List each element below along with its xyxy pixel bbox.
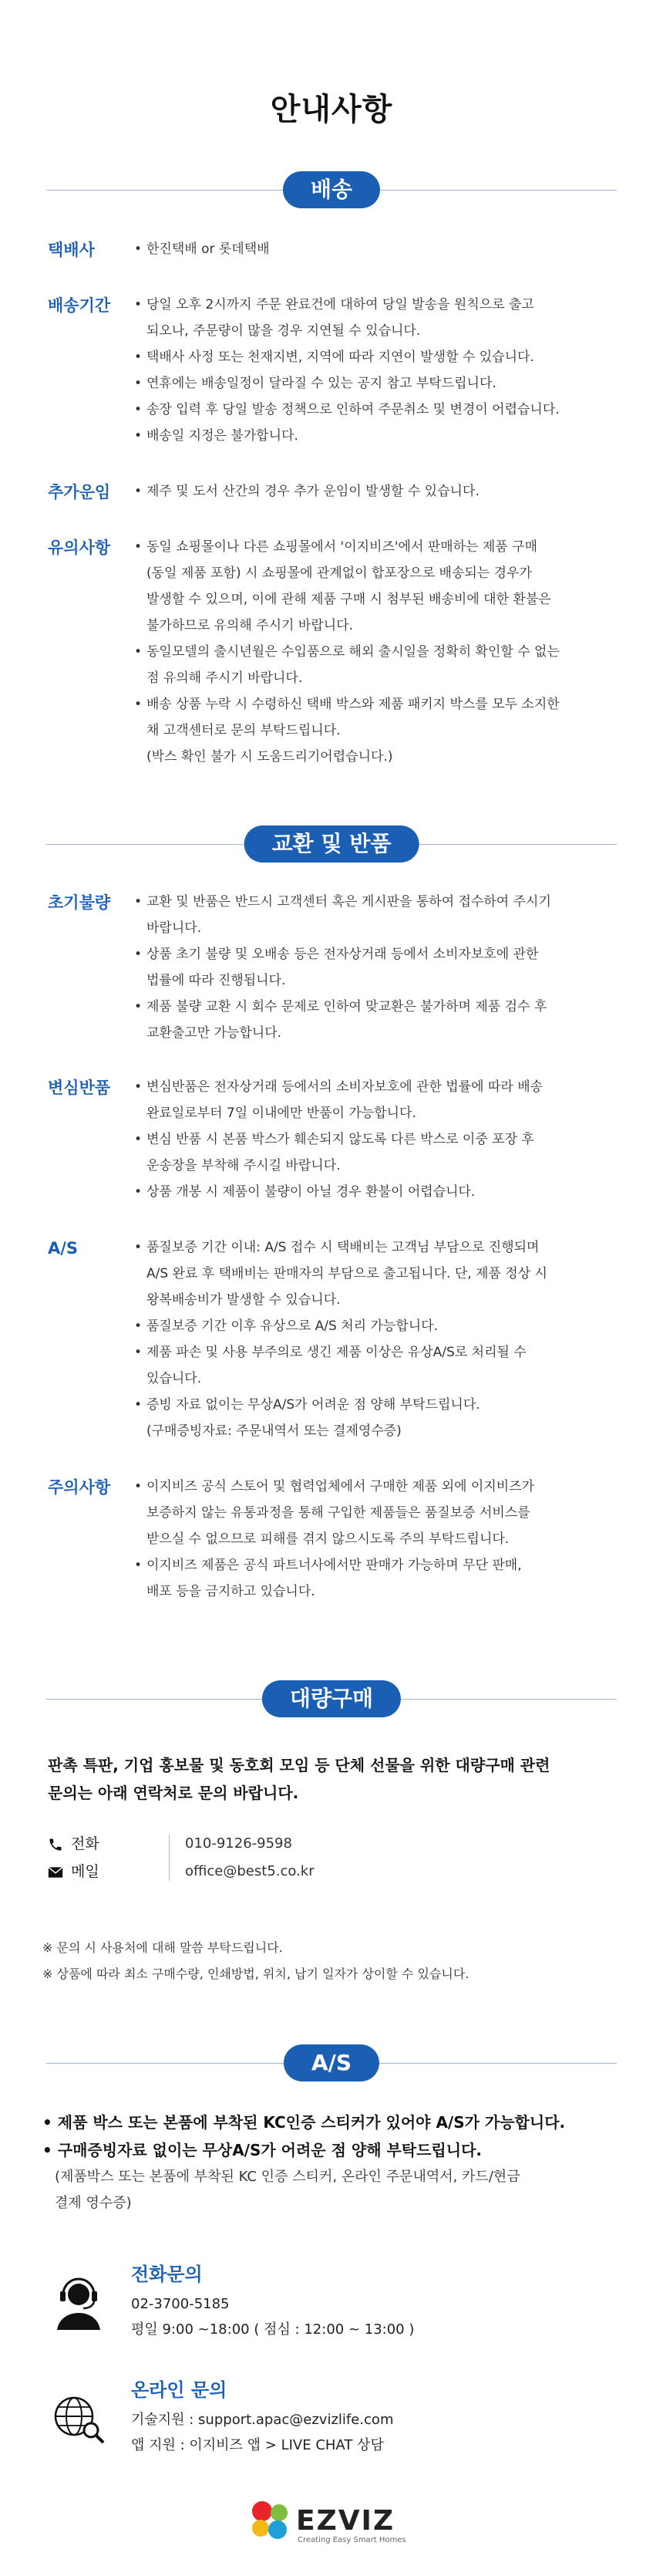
mail-icon (48, 1866, 63, 1879)
phone-icon (48, 1837, 63, 1852)
online-inquiry-title: 온라인 문의 (131, 2379, 227, 2401)
list-item: • 송장 입력 후 당일 발송 정책으로 인하여 주문취소 및 변경이 어렵습니다. (134, 397, 663, 423)
list-item: 있습니다. (146, 1371, 202, 1386)
list-item: 교환출고만 가능합니다. (146, 1025, 282, 1041)
bulk-notes (42, 1935, 628, 1987)
online-inquiry-app: 앱 지원 : 이지비즈 앱 > LIVE CHAT 상담 (131, 2437, 384, 2453)
list-item: 배포 등을 금지하고 있습니다. (146, 1584, 315, 1599)
as-sub-line: (제품박스 또는 본품에 부착된 KC 인증 스티커, 온라인 주문내역서, 카드/현금 (55, 2169, 520, 2185)
ezviz-logo-icon (245, 2496, 430, 2550)
page-title: 안내사항 (270, 92, 393, 127)
as-sub-line: 결제 영수증) (55, 2195, 132, 2211)
row-label: 주의사항 (48, 1478, 111, 1497)
online-inquiry-email[interactable]: 기술지원 : support.apac@ezvizlife.com (131, 2412, 394, 2428)
list-item: 받으실 수 없으므로 피해를 겪지 않으시도록 주의 부탁드립니다. (146, 1531, 510, 1547)
list-item: • 증빙 자료 없이는 무상A/S가 어려운 점 양해 부탁드립니다. (134, 1392, 663, 1418)
as-point: • 제품 박스 또는 본품에 부착된 KC인증 스티커가 있어야 A/S가 가능합니다. (42, 2113, 566, 2132)
mail-label-wrap (48, 1858, 99, 1886)
section-header-bulk (46, 1680, 617, 1717)
bulk-intro (48, 1751, 618, 1807)
phone-number[interactable]: 010-9126-9598 (185, 1835, 292, 1852)
list-item: 점 유의해 주시기 바랍니다. (146, 670, 303, 686)
web-search-icon (46, 2385, 111, 2450)
list-item: • 이지비즈 제품은 공식 파트너사에서만 판매가 가능하며 무단 판매, (134, 1552, 663, 1578)
svg-text:EZVIZ: EZVIZ (296, 2505, 395, 2537)
exchange-header: 교환 및 반품 (244, 825, 419, 863)
list-item: • 상품 초기 불량 및 오배송 등은 전자상거래 등에서 소비자보호에 관한 (134, 941, 663, 967)
list-item: A/S 완료 후 택배비는 판매자의 부담으로 출고됩니다. 단, 제품 정상 시 (146, 1266, 547, 1281)
list-item: • 배송일 지정은 불가합니다. (134, 423, 663, 449)
mail-address[interactable]: office@best5.co.kr (185, 1863, 315, 1879)
list-item: • 제주 및 도서 산간의 경우 추가 운임이 발생할 수 있습니다. (134, 478, 663, 505)
list-item: • 연휴에는 배송일정이 달라질 수 있는 공지 참고 부탁드립니다. (134, 370, 663, 397)
section-header-as (46, 2044, 617, 2081)
section-header-shipping (46, 171, 617, 208)
list-item: • 배송 상품 누락 시 수령하신 택배 박스와 제품 패키지 박스를 모두 소지한 (134, 691, 663, 717)
list-item: • 변심 반품 시 본품 박스가 훼손되지 않도록 다른 박스로 이중 포장 후 (134, 1126, 663, 1153)
phone-inquiry (46, 2260, 586, 2345)
list-item: • 상품 개봉 시 제품이 불량이 아닐 경우 환불이 어렵습니다. (134, 1179, 663, 1205)
phone-label: 전화 (71, 1835, 99, 1852)
list-item: • 이지비즈 공식 스토어 및 협력업체에서 구매한 제품 외에 이지비즈가 (134, 1474, 663, 1500)
ezviz-logo (245, 2496, 430, 2550)
list-item: (박스 확인 불가 시 도움드리기어렵습니다.) (146, 749, 393, 765)
list-item: 완료일로부터 7일 이내에만 반품이 가능합니다. (146, 1106, 416, 1121)
row-label: 유의사항 (48, 538, 111, 557)
bulk-intro-line: 문의는 아래 연락처로 문의 바랍니다. (48, 1784, 299, 1802)
as-header: A/S (284, 2044, 379, 2081)
mail-label: 메일 (71, 1863, 99, 1880)
list-item: • 변심반품은 전자상거래 등에서의 소비자보호에 관한 법률에 따라 배송 (134, 1074, 663, 1100)
list-item: 되오나, 주문량이 많을 경우 지연될 수 있습니다. (146, 323, 421, 339)
row-label: 변심반품 (48, 1079, 111, 1097)
list-item: • 동일 쇼핑몰이나 다른 쇼핑몰에서 '이지비즈'에서 판매하는 제품 구매 (134, 534, 663, 560)
bulk-contact (48, 1830, 433, 1886)
list-item: • 교환 및 반품은 반드시 고객센터 혹은 게시판을 통하여 접수하여 주시기 (134, 889, 663, 915)
list-item: • 품질보증 기간 이후 유상으로 A/S 처리 가능합니다. (134, 1313, 663, 1339)
shipping-header: 배송 (283, 171, 380, 208)
list-item: • 제품 파손 및 사용 부주의로 생긴 제품 이상은 유상A/S로 처리될 수 (134, 1339, 663, 1366)
row-label: 초기불량 (48, 893, 111, 912)
phone-inquiry-number[interactable]: 02-3700-5185 (131, 2296, 230, 2312)
bulk-header: 대량구매 (262, 1680, 401, 1717)
note-line: ※ 상품에 따라 최소 구매수량, 인쇄방법, 위치, 납기 일자가 상이할 수 있습니다. (42, 1967, 469, 1981)
phone-inquiry-title: 전화문의 (131, 2264, 203, 2285)
bulk-intro-line: 판촉 특판, 기업 홍보물 및 동호회 모임 등 단체 선물을 위한 대량구매 관련 (48, 1756, 550, 1774)
row-label: 택배사 (48, 241, 95, 259)
row-label: 추가운임 (48, 483, 111, 501)
list-item: 채 고객센터로 문의 부탁드립니다. (146, 723, 341, 738)
list-item: 바랍니다. (146, 920, 202, 936)
as-points (42, 2108, 644, 2216)
list-item: (동일 제품 포함) 시 쇼핑몰에 관계없이 합포장으로 배송되는 경우가 (146, 566, 532, 581)
list-item: 법률에 따라 진행됩니다. (146, 973, 286, 988)
list-item: • 품질보증 기간 이내: A/S 접수 시 택배비는 고객님 부담으로 진행되며 (134, 1234, 663, 1261)
list-item: • 당일 오후 2시까지 주문 완료건에 대하여 당일 발송을 원칙으로 출고 (134, 292, 663, 318)
online-inquiry (46, 2376, 586, 2461)
section-header-exchange (46, 825, 617, 863)
phone-label-wrap (48, 1830, 99, 1858)
note-line: ※ 문의 시 사용처에 대해 말씀 부탁드립니다. (42, 1940, 283, 1955)
list-item: • 제품 불량 교환 시 회수 문제로 인하여 맞교환은 불가하며 제품 검수 후 (134, 994, 663, 1020)
svg-text:Creating Easy Smart Homes: Creating Easy Smart Homes (298, 2536, 406, 2544)
list-item: • 택배사 사정 또는 천재지변, 지역에 따라 지연이 발생할 수 있습니다. (134, 344, 663, 370)
row-label: A/S (48, 1239, 79, 1258)
list-item: 불가하므로 유의해 주시기 바랍니다. (146, 618, 353, 633)
list-item: 발생할 수 있으며, 이에 관해 제품 구매 시 첨부된 배송비에 대한 환불은 (146, 592, 551, 607)
headset-agent-icon (46, 2270, 111, 2335)
list-item: (구매증빙자료: 주문내역서 또는 결제영수증) (146, 1423, 402, 1439)
list-item: 운송장을 부착해 주시길 바랍니다. (146, 1158, 341, 1173)
row-label: 배송기간 (48, 296, 111, 315)
list-item: 보증하지 않는 유통과정을 통해 구입한 제품들은 품질보증 서비스를 (146, 1505, 530, 1521)
as-point: • 구매증빙자료 없이는 무상A/S가 어려운 점 양해 부탁드립니다. (42, 2141, 482, 2159)
phone-inquiry-hours: 평일 9:00 ~18:00 ( 점심 : 12:00 ~ 13:00 ) (131, 2321, 415, 2338)
list-item: 왕복배송비가 발생할 수 있습니다. (146, 1292, 341, 1308)
list-item: • 한진택배 or 롯데택배 (134, 236, 663, 262)
list-item: • 동일모델의 출시년월은 수입품으로 해외 출시일을 정확히 확인할 수 없는 (134, 639, 663, 665)
